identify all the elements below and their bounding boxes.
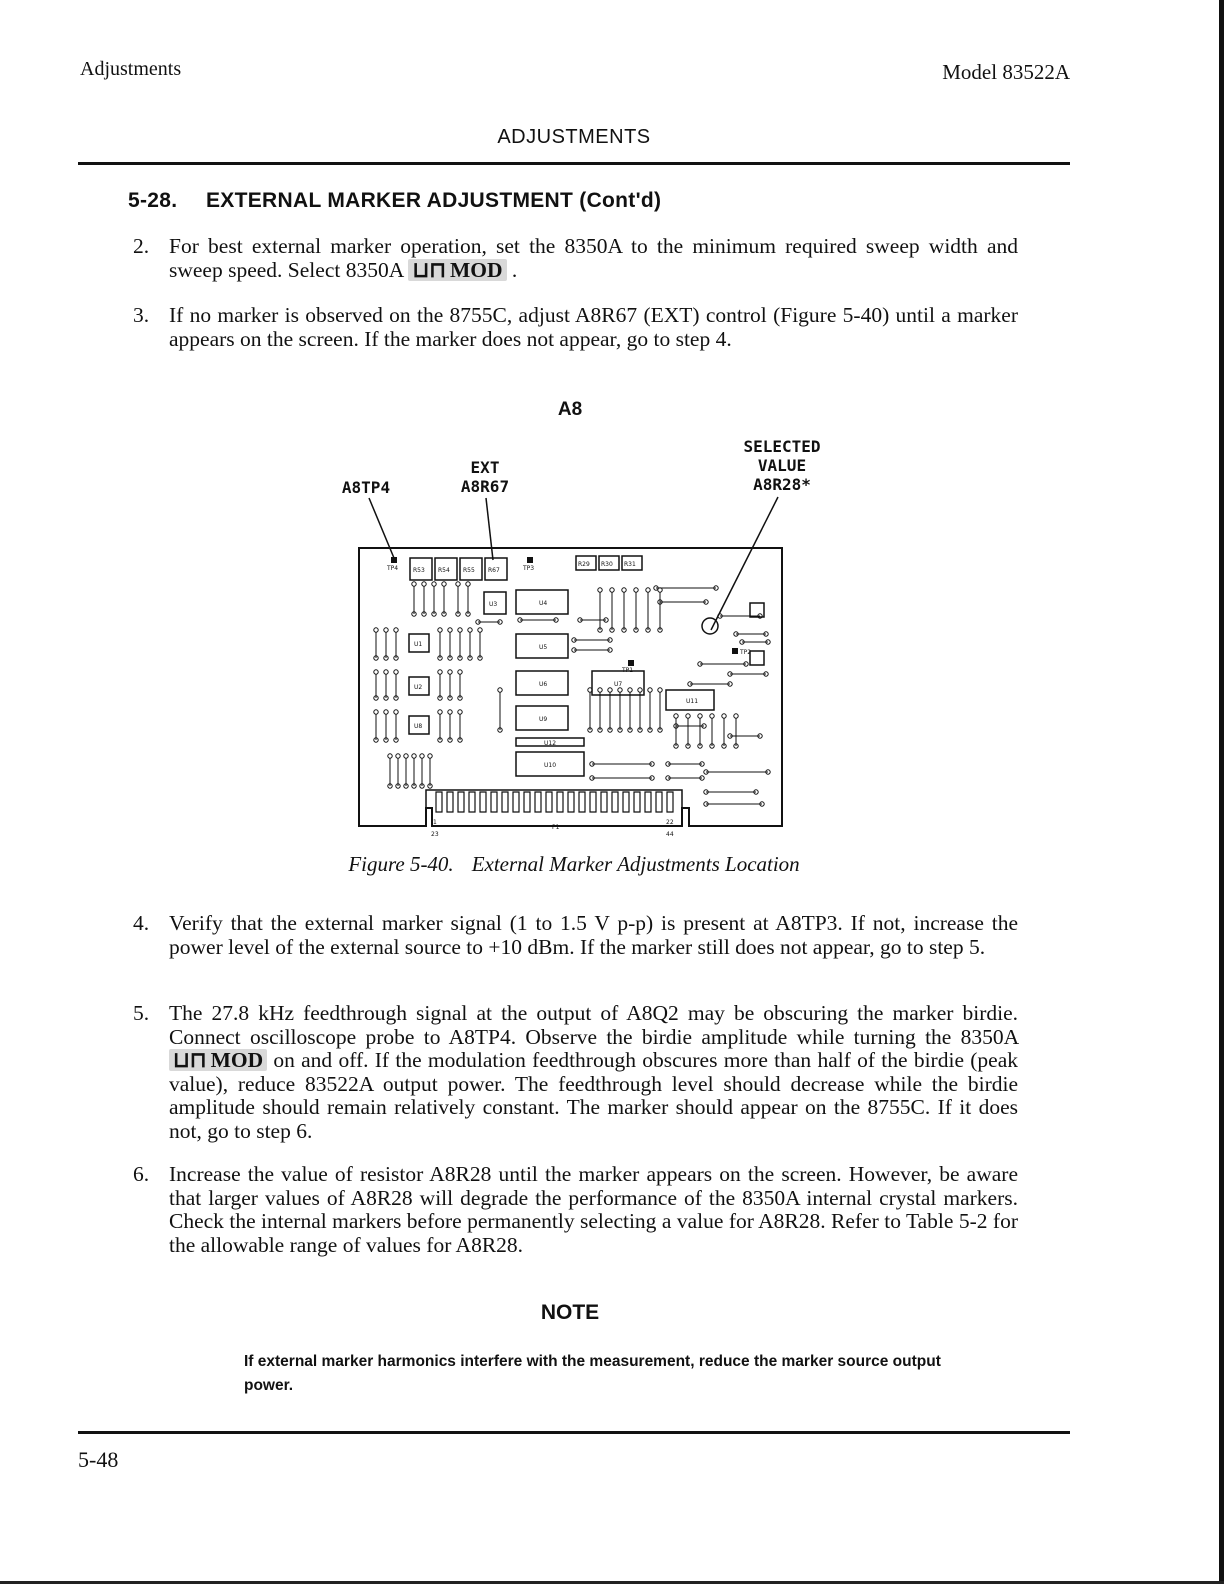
callout-sel-line: A8R28*: [753, 475, 811, 494]
step-text-part: The 27.8 kHz feedthrough signal at the output of A8Q2 may be obscuring the marker birdie. Connect oscilloscope probe to A8TP4. Observe the birdie amplitude while turning the 8350A: [169, 1001, 1018, 1049]
step-number: 6.: [133, 1162, 150, 1186]
pin-22-label: 22: [666, 819, 674, 826]
step-number: 2.: [133, 234, 150, 258]
pin-44-label: 44: [666, 831, 674, 838]
u9-label: U9: [539, 716, 548, 723]
r55-label: R55: [463, 567, 475, 574]
callout-a8tp4: A8TP4: [341, 478, 391, 497]
r29-label: R29: [578, 561, 590, 568]
r30-label: R30: [601, 561, 613, 568]
u3-label: U3: [489, 601, 498, 608]
pin-1-label: 1: [433, 819, 437, 826]
figure-caption: [0, 852, 1148, 877]
subsection-title: EXTERNAL MARKER ADJUSTMENT (Cont'd): [206, 189, 662, 212]
u5-label: U5: [539, 644, 548, 651]
test-point-tp4: [391, 557, 397, 563]
callout-sel-line: VALUE: [757, 456, 807, 475]
u10-label: U10: [544, 762, 557, 769]
u7-label: U7: [614, 681, 623, 688]
r54-label: R54: [438, 567, 450, 574]
section-title: ADJUSTMENTS: [497, 126, 651, 148]
square-wave-icon: ⊔⊓: [173, 1048, 207, 1072]
connector-fingers: [436, 792, 673, 812]
square-wave-icon: ⊔⊓: [412, 257, 446, 282]
p1-label: P1: [552, 824, 560, 831]
callout-line-selected: [711, 497, 778, 630]
step-text: [169, 1002, 1018, 1143]
step-text-part: on and off. If the modulation feedthrough obscures more than half of the birdie (peak value), reduce 83522A output power. The feedthrough level should decrease while the birdie amplitude should remain relatively constant. The marker should appear on the 8755C. If it does not, go to step 6.: [169, 1048, 1018, 1143]
page-number: 5-48: [78, 1447, 119, 1472]
tp3-label: TP3: [523, 565, 535, 572]
step-number: 5.: [133, 1001, 150, 1025]
component-texture: [374, 582, 770, 806]
mod-key-label: MOD: [450, 257, 503, 282]
mod-key-label: MOD: [210, 1048, 264, 1072]
u2-label: U2: [414, 684, 423, 691]
r31-label: R31: [624, 561, 636, 568]
step-text-part: .: [511, 257, 518, 282]
tp1-label: TP1: [622, 667, 634, 674]
note-title: NOTE: [540, 1301, 600, 1324]
test-point-tp3: [527, 557, 533, 563]
step-text-part: For best external marker operation, set the 8350A to the minimum required sweep width and sweep speed. Select 8350A: [169, 234, 1018, 282]
caption-title: External Marker Adjustments Location: [471, 852, 800, 876]
pin-23-label: 23: [431, 831, 439, 838]
u4-label: U4: [539, 600, 548, 607]
u8-label: U8: [414, 723, 423, 730]
u12-label: U12: [544, 740, 557, 747]
r67-label: R67: [488, 567, 500, 574]
u6-label: U6: [539, 681, 548, 688]
r53-label: R53: [413, 567, 425, 574]
u11-label: U11: [686, 698, 699, 705]
step-text: Verify that the external marker signal (1 to 1.5 V p-p) is present at A8TP3. If not, increase the power level of the external source to +10 dBm. If the marker still does not appear, go to step 5.: [169, 911, 1018, 959]
test-point-tp2: [732, 648, 738, 654]
test-point-tp1: [628, 660, 634, 666]
component-box: [750, 651, 764, 665]
tp2-label: TP2: [740, 649, 752, 656]
transistor-q1: [702, 618, 718, 634]
callout-sel-line: SELECTED: [743, 437, 821, 456]
footer-rule: [78, 1431, 1070, 1434]
step-4: [133, 912, 1018, 959]
u1-label: U1: [414, 641, 423, 648]
callout-ext-line: EXT: [470, 458, 500, 477]
step-5: [133, 1002, 1018, 1143]
note-body: If external marker harmonics interfere with the measurement, reduce the marker source output power.: [244, 1353, 941, 1394]
callout-ext-line: A8R67: [460, 477, 510, 496]
subsection-number: 5-28.: [128, 189, 178, 212]
step-text: If no marker is observed on the 8755C, adjust A8R67 (EXT) control (Figure 5-40) until a marker appears on the screen. If the marker does not appear, go to step 4.: [169, 303, 1018, 351]
step-text: Increase the value of resistor A8R28 until the marker appears on the screen. However, be aware that larger values of A8R28 will degrade the performance of the 8350A internal crystal markers. Check the internal markers before permanently selecting a value for A8R28. Refer to Table 5-2 for the allowable range of values for A8R28.: [169, 1162, 1018, 1257]
step-6: [133, 1163, 1018, 1257]
step-number: 3.: [133, 303, 150, 327]
tp4-label: TP4: [387, 565, 399, 572]
running-header-left: Adjustments: [80, 58, 182, 80]
step-number: 4.: [133, 911, 150, 935]
running-header-right: Model 83522A: [942, 60, 1070, 84]
mod-key: [169, 1049, 267, 1071]
caption-number: Figure 5-40.: [348, 852, 454, 876]
callout-line-ext: [486, 498, 493, 560]
board-label: A8: [557, 399, 583, 420]
